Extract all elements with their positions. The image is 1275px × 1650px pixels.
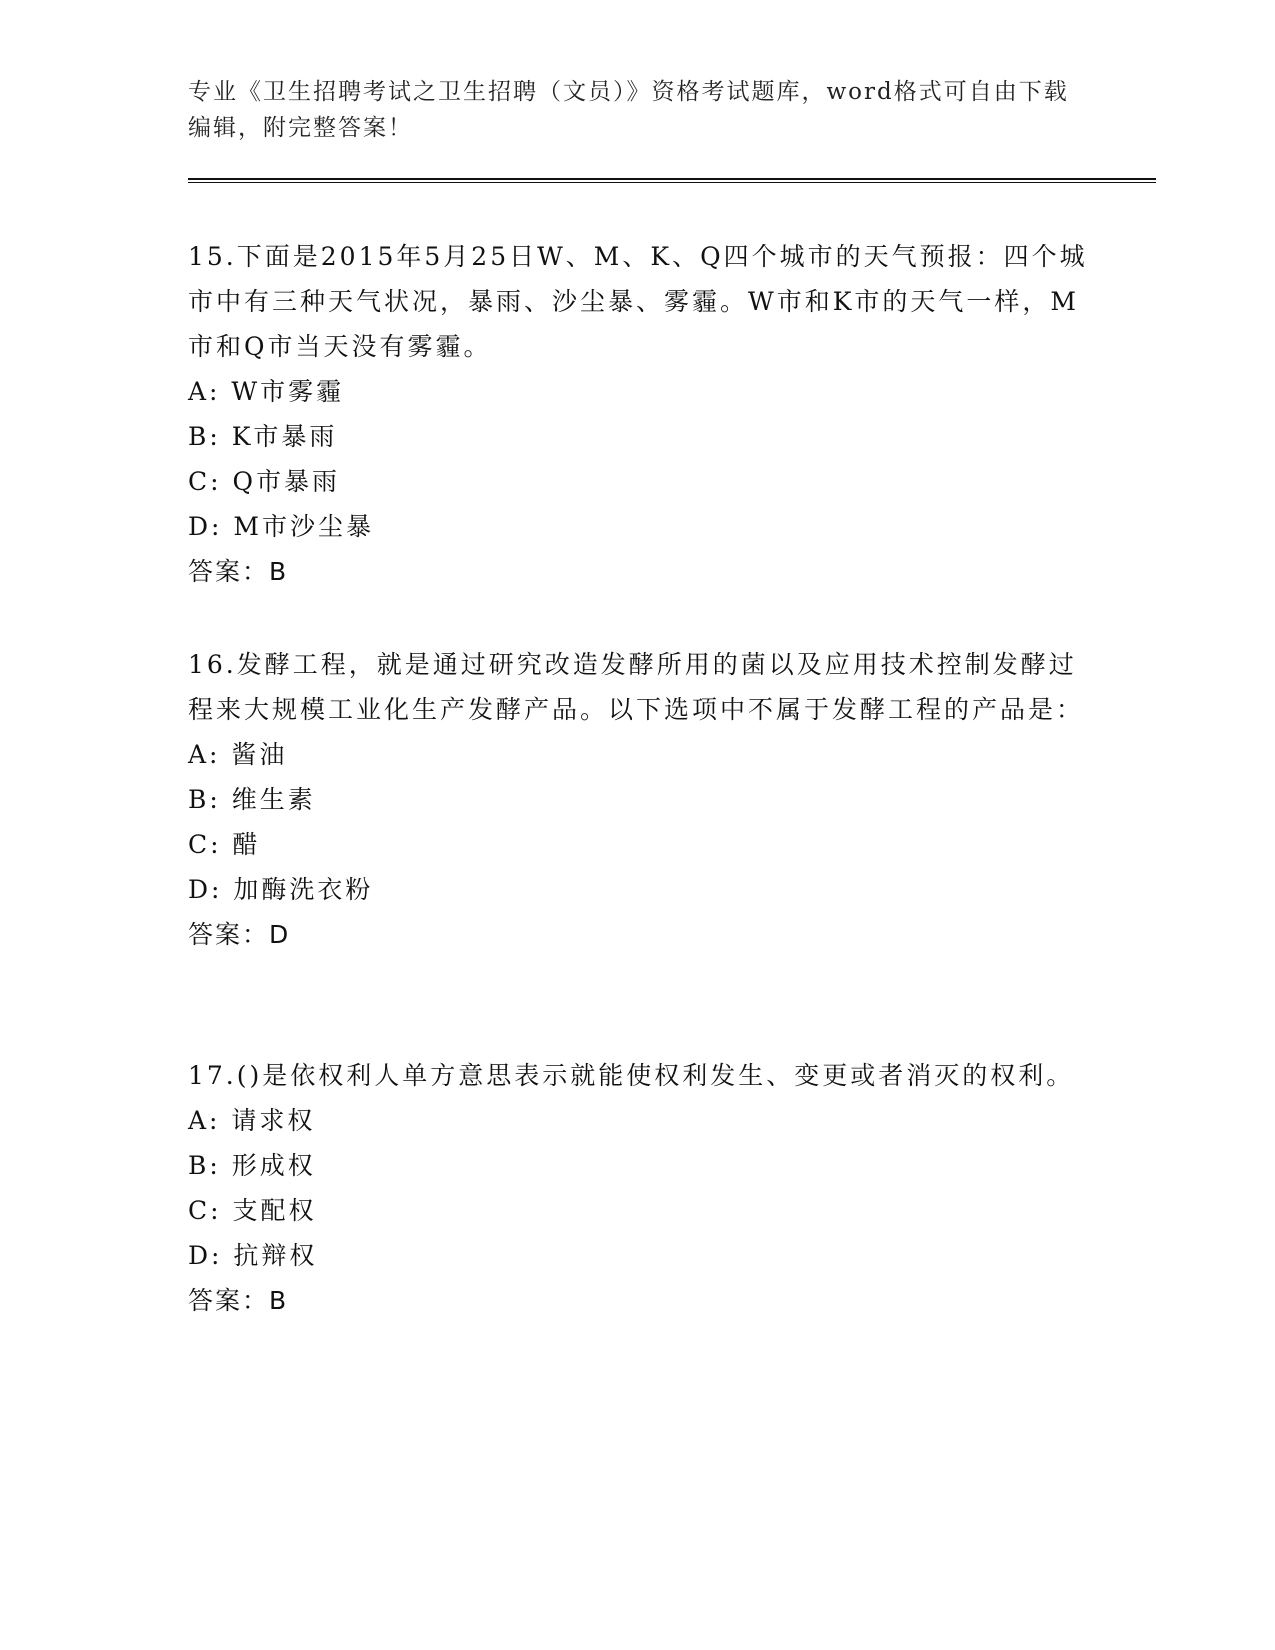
option-b: B: K市暴雨 [188,422,338,451]
option-b: B: 形成权 [188,1151,316,1180]
answer-line: 答案：D [188,920,291,949]
option-a: A: W市雾霾 [188,377,345,406]
answer-line: 答案：B [188,1286,289,1315]
option-c: C: 支配权 [188,1196,317,1225]
answer-line: 答案：B [188,557,289,586]
document-header: 专业《卫生招聘考试之卫生招聘（文员）》资格考试题库，word格式可自由下载编辑，附完整答案！ [188,79,1069,141]
option-c: C: Q市暴雨 [188,467,340,496]
option-d: D: 抗辩权 [188,1241,318,1270]
option-d: D: M市沙尘暴 [188,512,375,541]
question-15 [188,234,1088,594]
question-stem: 15.下面是2015年5月25日W、M、K、Q四个城市的天气预报：四个城市中有三种天气状况，暴雨、沙尘暴、雾霾。W市和K市的天气一样，M市和Q市当天没有雾霾。 [188,242,1088,361]
option-c: C: 醋 [188,830,261,859]
option-a: A: 请求权 [188,1106,316,1135]
option-d: D: 加酶洗衣粉 [188,875,374,904]
header-divider [188,178,1156,183]
question-stem: 17.()是依权利人单方意思表示就能使权利发生、变更或者消灭的权利。 [188,1061,1075,1090]
option-b: B: 维生素 [188,785,316,814]
question-16 [188,642,1088,957]
question-17 [188,1053,1088,1323]
option-a: A: 酱油 [188,740,288,769]
question-stem: 16.发酵工程，就是通过研究改造发酵所用的菌以及应用技术控制发酵过程来大规模工业化生产发酵产品。以下选项中不属于发酵工程的产品是： [188,650,1085,724]
